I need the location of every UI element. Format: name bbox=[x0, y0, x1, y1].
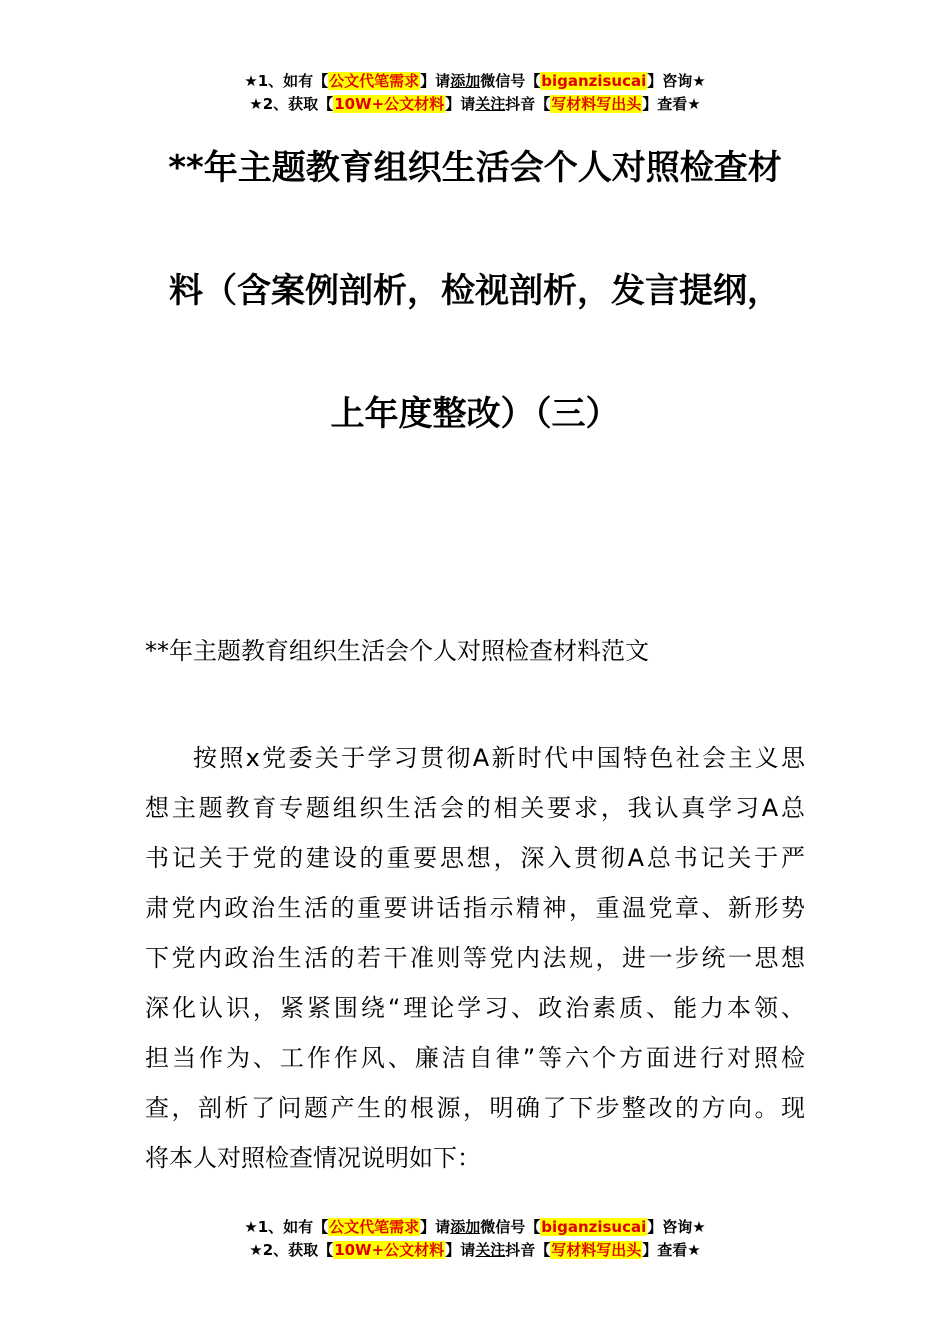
document-title bbox=[145, 148, 805, 434]
highlight-materials: 10W+公文材料 bbox=[334, 1241, 445, 1259]
paragraph-line: 担当作为、工作作风、廉洁自律”等六个方面进行对照检 bbox=[145, 1044, 805, 1072]
highlight-douyin: 写材料写出头 bbox=[551, 1241, 642, 1259]
highlight-wechat-id: biganzisucai bbox=[541, 1218, 647, 1236]
banner-line-2: ★2、获取【10W+公文材料】请关注抖音【写材料写出头】查看★ bbox=[249, 1241, 701, 1259]
body-paragraph bbox=[145, 733, 805, 1183]
paragraph-line: 查，剖析了问题产生的根源，明确了下步整改的方向。现 bbox=[145, 1094, 805, 1122]
paragraph-line: 想主题教育专题组织生活会的相关要求，我认真学习A总 bbox=[145, 794, 805, 822]
highlight-ghostwriting: 公文代笔需求 bbox=[329, 1218, 420, 1236]
banner-line-2: ★2、获取【10W+公文材料】请关注抖音【写材料写出头】查看★ bbox=[249, 95, 701, 113]
document-subtitle: **年主题教育组织生活会个人对照检查材料范文 bbox=[145, 637, 649, 665]
highlight-materials: 10W+公文材料 bbox=[334, 95, 445, 113]
title-line: **年主题教育组织生活会个人对照检查材 bbox=[168, 148, 782, 188]
paragraph-line: 将本人对照检查情况说明如下： bbox=[145, 1144, 481, 1172]
paragraph-line: 按照x党委关于学习贯彻A新时代中国特色社会主义思 bbox=[193, 744, 805, 772]
paragraph-line: 深化认识，紧紧围绕“理论学习、政治素质、能力本领、 bbox=[145, 994, 805, 1022]
header-banner bbox=[0, 70, 950, 116]
footer-banner bbox=[0, 1216, 950, 1262]
banner-line-1: ★1、如有【公文代笔需求】请添加微信号【biganzisucai】咨询★ bbox=[244, 1218, 706, 1236]
paragraph-line: 肃党内政治生活的重要讲话指示精神，重温党章、新形势 bbox=[145, 894, 805, 922]
paragraph-line: 下党内政治生活的若干准则等党内法规，进一步统一思想 bbox=[145, 944, 805, 972]
highlight-ghostwriting: 公文代笔需求 bbox=[329, 72, 420, 90]
paragraph-line: 书记关于党的建设的重要思想，深入贯彻A总书记关于严 bbox=[145, 844, 805, 872]
title-line: 料（含案例剖析，检视剖析，发言提纲， bbox=[169, 271, 781, 311]
highlight-wechat-id: biganzisucai bbox=[541, 72, 647, 90]
highlight-douyin: 写材料写出头 bbox=[551, 95, 642, 113]
title-line: 上年度整改）（三） bbox=[330, 394, 620, 434]
banner-line-1: ★1、如有【公文代笔需求】请添加微信号【biganzisucai】咨询★ bbox=[244, 72, 706, 90]
